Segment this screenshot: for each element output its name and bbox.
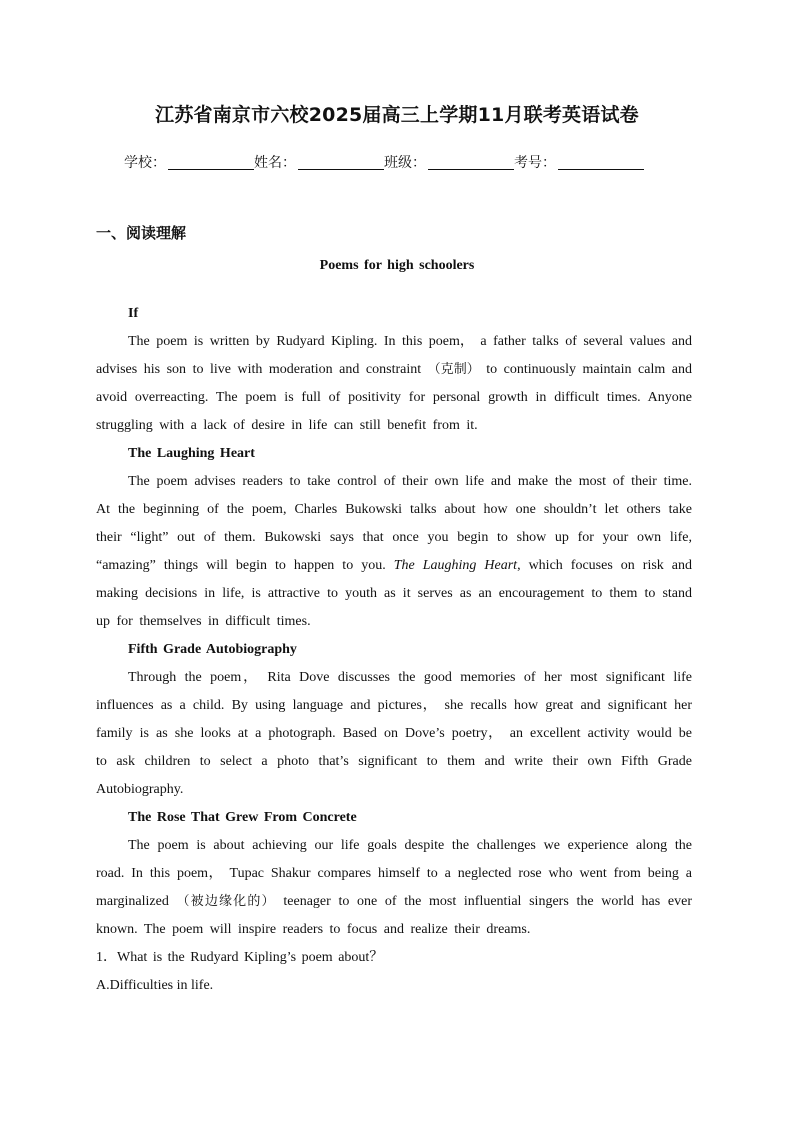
- name-label: 姓名：: [254, 155, 296, 171]
- class-label: 班级：: [384, 155, 426, 171]
- class-blank[interactable]: [428, 155, 514, 170]
- name-field: [254, 152, 384, 172]
- school-field: [124, 152, 254, 172]
- poem-paragraph-rose: [96, 832, 692, 944]
- poem-text: to continuously maintain calm and avoid overreacting. The poem is full of positivity for personal growth in difficult times. Anyone struggling with a lack of desire in life can still benefit from it.: [96, 362, 692, 433]
- question-1: 1．What is the Rudyard Kipling’s poem about？: [96, 950, 384, 965]
- poem-paragraph-if: [96, 328, 692, 440]
- exam-title: 江苏省南京市六校2025届高三上学期11月联考英语试卷: [155, 104, 639, 126]
- chinese-gloss: （克制）: [427, 362, 480, 377]
- school-blank[interactable]: [168, 155, 254, 170]
- school-label: 学校：: [124, 155, 166, 171]
- poem-heading-if: If: [128, 306, 139, 321]
- exam-number-label: 考号：: [514, 155, 556, 171]
- exam-number-blank[interactable]: [558, 155, 644, 170]
- poem-paragraph-fifth-grade: Through the poem， Rita Dove discusses the good memories of her most significant life influences as a child. By using language and pictures， she recalls how great and significant her family is as she looks at a photograph. Based on Dove’s poetry， an excellent activity would be to ask children to select a photo that’s significant to them and write their own Fifth Grade Autobiography.: [96, 670, 692, 797]
- poem-heading-fifth-grade: Fifth Grade Autobiography: [128, 642, 297, 657]
- poem-heading-rose: The Rose That Grew From Concrete: [128, 810, 357, 825]
- poem-text: teenager to one of the most influential singers the world has ever known. The poem will inspire readers to focus and realize their dreams.: [96, 894, 692, 937]
- section-heading: 一、阅读理解: [96, 224, 187, 242]
- poem-heading-laughing-heart: The Laughing Heart: [128, 446, 255, 461]
- name-blank[interactable]: [298, 155, 384, 170]
- poem-text: The poem is about achieving our life goals despite the challenges we experience along the road. In this poem， Tupac Shakur compares himself to a neglected rose who went from being a marginalized: [96, 838, 692, 909]
- poem-title-italic: The Laughing Heart: [393, 558, 518, 573]
- passage-body: [96, 300, 692, 1000]
- passage-title: Poems for high schoolers: [319, 258, 475, 273]
- class-field: [384, 152, 514, 172]
- exam-number-field: [514, 152, 644, 172]
- chinese-gloss: （被边缘化的）: [176, 894, 276, 909]
- poem-paragraph-laughing-heart: [96, 468, 692, 636]
- poem-text: The poem is written by Rudyard Kipling. In this poem， a father talks of several values and advises his son to live with moderation and constraint: [96, 334, 692, 377]
- poem-text: , which focuses on risk and making decisions in life, is attractive to youth as it serves as an encouragement to them to stand up for themselves in difficult times.: [96, 558, 692, 629]
- question-1-option-a[interactable]: A.Difficulties in life.: [96, 978, 214, 993]
- student-info-row: [124, 152, 684, 174]
- poem-text: The poem advises readers to take control of their own life and make the most of their time. At the beginning of the poem, Charles Bukowski talks about how one shouldn’t let others take their “light” out of them. Bukowski says that once you begin to show up for your own life, “amazing” things will begin to happen to you.: [96, 474, 692, 573]
